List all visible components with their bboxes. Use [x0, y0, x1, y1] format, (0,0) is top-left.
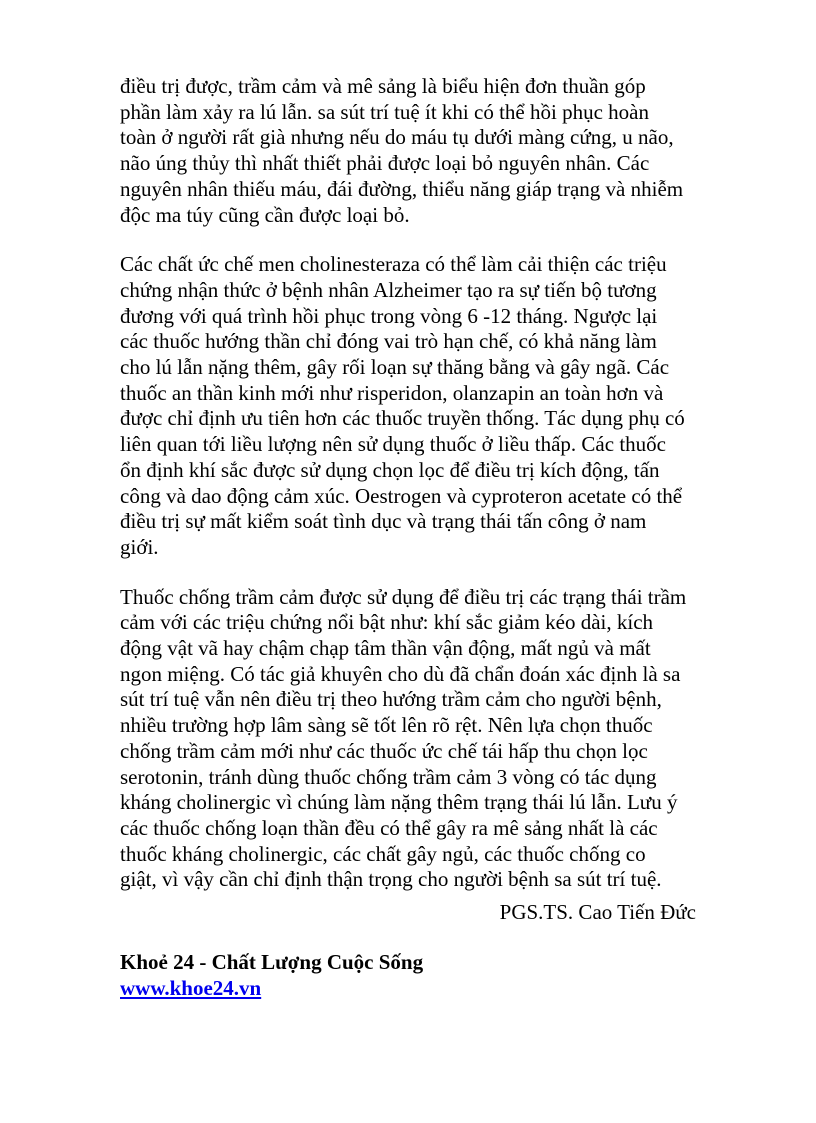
text-line: Các chất ức chế men cholinesteraza có thể làm cải thiện các triệu: [120, 252, 667, 277]
text-line: serotonin, tránh dùng thuốc chống trầm cảm 3 vòng có tác dụng: [120, 764, 657, 789]
text-line: thuốc kháng cholinergic, các chất gây ngủ, các thuốc chống co: [120, 841, 646, 866]
text-line: Thuốc chống trầm cảm được sử dụng để điều trị các trạng thái trầm: [120, 584, 687, 609]
text-line: liên quan tới liều lượng nên sử dụng thuốc ở liều thấp. Các thuốc: [120, 432, 666, 457]
text-line: giật, vì vậy cần chỉ định thận trọng cho người bệnh sa sút trí tuệ.: [120, 867, 662, 892]
text-line: ngon miệng. Có tác giả khuyên cho dù đã chẩn đoán xác định là sa: [120, 661, 681, 686]
paragraph-spacer: [120, 228, 696, 252]
text-line: phần làm xảy ra lú lẫn. sa sút trí tuệ ít khi có thể hồi phục hoàn: [120, 99, 649, 124]
text-line: các thuốc hướng thần chỉ đóng vai trò hạn chế, có khả năng làm: [120, 329, 657, 354]
text-line: cảm với các triệu chứng nổi bật như: khí sắc giảm kéo dài, kích: [120, 610, 654, 635]
text-line: điều trị được, trầm cảm và mê sảng là biểu hiện đơn thuần góp: [120, 74, 646, 98]
text-line: thuốc an thần kinh mới như risperidon, olanzapin an toàn hơn và: [120, 380, 664, 405]
paragraph-spacer: [120, 561, 696, 585]
text-line: điều trị sự mất kiểm soát tình dục và trạng thái tấn công ở nam: [120, 509, 647, 534]
text-line: chứng nhận thức ở bệnh nhân Alzheimer tạo ra sự tiến bộ tương: [120, 277, 657, 302]
footer: [120, 949, 696, 1001]
text-line: kháng cholinergic vì chúng làm nặng thêm trạng thái lú lẫn. Lưu ý: [120, 790, 678, 815]
text-line: nhiều trường hợp lâm sàng sẽ tốt lên rõ rệt. Nên lựa chọn thuốc: [120, 713, 653, 738]
paragraph-2: [120, 252, 696, 560]
text-line: động vật vã hay chậm chạp tâm thần vận động, mất ngủ và mất: [120, 636, 651, 661]
text-line: cho lú lẫn nặng thêm, gây rối loạn sự thăng bằng và gây ngã. Các: [120, 355, 670, 380]
text-line: sút trí tuệ vẫn nên điều trị theo hướng trầm cảm cho người bệnh,: [120, 687, 662, 712]
text-line: công và dao động cảm xúc. Oestrogen và cyproteron acetate có thể: [120, 483, 683, 508]
text-line: độc ma túy cũng cần được loại bỏ.: [120, 202, 410, 227]
document-page: [120, 74, 696, 1001]
author-signature: PGS.TS. Cao Tiến Đức: [499, 900, 696, 925]
footer-title: Khoẻ 24 - Chất Lượng Cuộc Sống: [120, 950, 424, 975]
text-line: ổn định khí sắc được sử dụng chọn lọc để điều trị kích động, tấn: [120, 457, 660, 482]
paragraph-1: [120, 74, 696, 228]
text-line: giới.: [120, 534, 159, 559]
text-line: chống trầm cảm mới như các thuốc ức chế tái hấp thu chọn lọc: [120, 738, 648, 763]
text-line: nguyên nhân thiếu máu, đái đường, thiểu năng giáp trạng và nhiễm: [120, 176, 684, 201]
text-line: não úng thủy thì nhất thiết phải được loại bỏ nguyên nhân. Các: [120, 151, 650, 176]
text-line: các thuốc chống loạn thần đều có thể gây ra mê sảng nhất là các: [120, 815, 658, 840]
text-line: toàn ở người rất già nhưng nếu do máu tụ dưới màng cứng, u não,: [120, 125, 674, 150]
text-line: đương với quá trình hồi phục trong vòng 6 -12 tháng. Ngược lại: [120, 303, 658, 328]
text-line: được chỉ định ưu tiên hơn các thuốc truyền thống. Tác dụng phụ có: [120, 406, 685, 431]
website-link[interactable]: www.khoe24.vn: [120, 976, 262, 1001]
paragraph-3: [120, 585, 696, 893]
